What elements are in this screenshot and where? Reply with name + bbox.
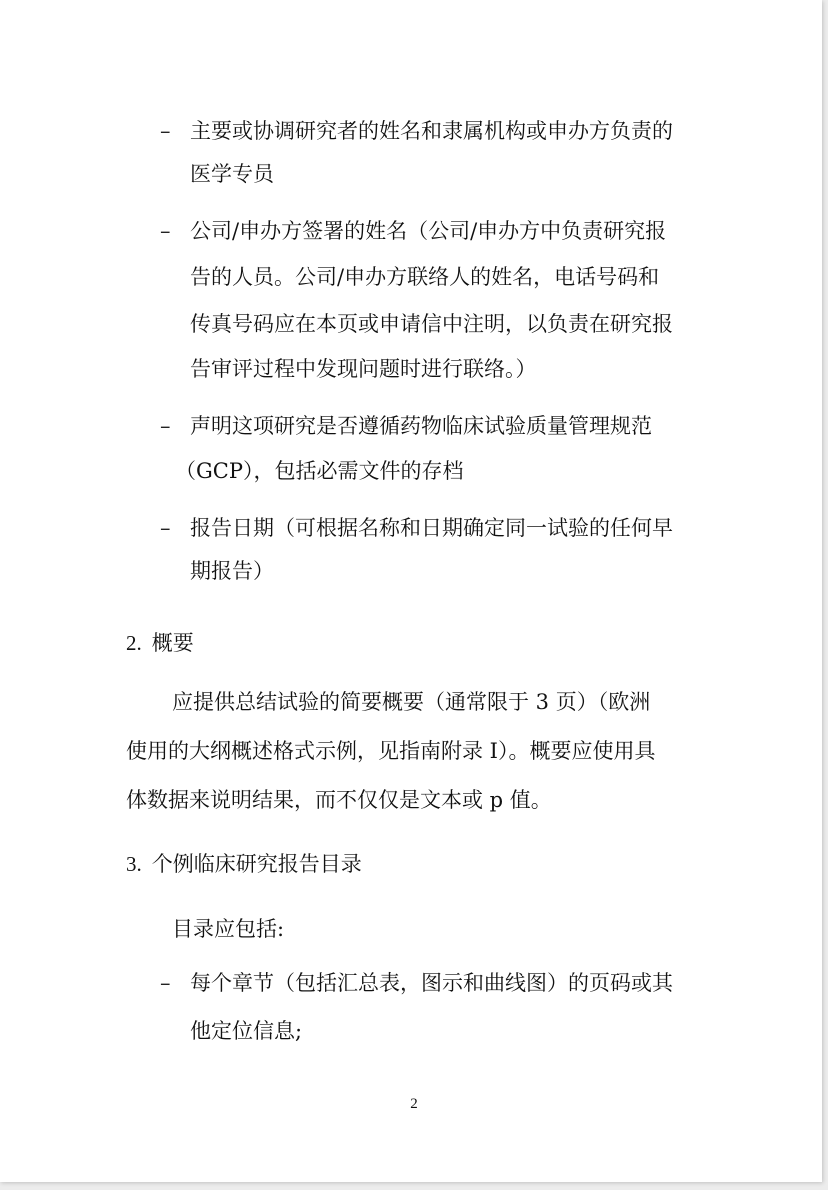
bullet-line: 告的人员。公司/申办方联络人的姓名，电话号码和 <box>190 265 660 289</box>
bullet-dash: – <box>160 119 171 143</box>
bullet-line: 声明这项研究是否遵循药物临床试验质量管理规范 <box>190 414 652 438</box>
bullet-line: 期报告） <box>190 559 274 583</box>
section-heading <box>126 849 362 879</box>
paragraph-line: 应提供总结试验的简要概要（通常限于 3 页）（欧洲 <box>172 690 651 714</box>
bullet-line: 报告日期（可根据名称和日期确定同一试验的任何早 <box>190 516 673 540</box>
section-title: 概要 <box>151 631 194 655</box>
bullet-line: 告审评过程中发现问题时进行联络。） <box>190 357 537 381</box>
bullet-line: 每个章节（包括汇总表，图示和曲线图）的页码或其 <box>190 971 673 995</box>
section-heading <box>126 628 194 658</box>
page-number: 2 <box>410 1096 418 1112</box>
bullet-line: 医学专员 <box>190 162 274 186</box>
bullet-line: 传真号码应在本页或申请信中注明，以负责在研究报 <box>190 312 673 336</box>
bullet-dash: – <box>160 219 171 243</box>
bullet-dash: – <box>160 516 171 540</box>
bullet-line: 公司/申办方签署的姓名（公司/申办方中负责研究报 <box>190 219 667 243</box>
bullet-line: （GCP），包括必需文件的存档 <box>175 459 464 483</box>
section-number: 3. <box>126 852 142 876</box>
bullet-line: 主要或协调研究者的姓名和隶属机构或申办方负责的 <box>190 119 673 143</box>
bullet-dash: – <box>160 971 171 995</box>
section-number: 2. <box>126 631 142 655</box>
paragraph-line: 使用的大纲概述格式示例，见指南附录 I）。概要应使用具 <box>126 739 656 763</box>
paragraph-line: 体数据来说明结果，而不仅仅是文本或 p 值。 <box>126 788 552 812</box>
bullet-line: 他定位信息; <box>190 1019 303 1043</box>
section-title: 个例临床研究报告目录 <box>151 852 362 876</box>
bullet-dash: – <box>160 414 171 438</box>
paragraph-line: 目录应包括: <box>172 917 285 941</box>
